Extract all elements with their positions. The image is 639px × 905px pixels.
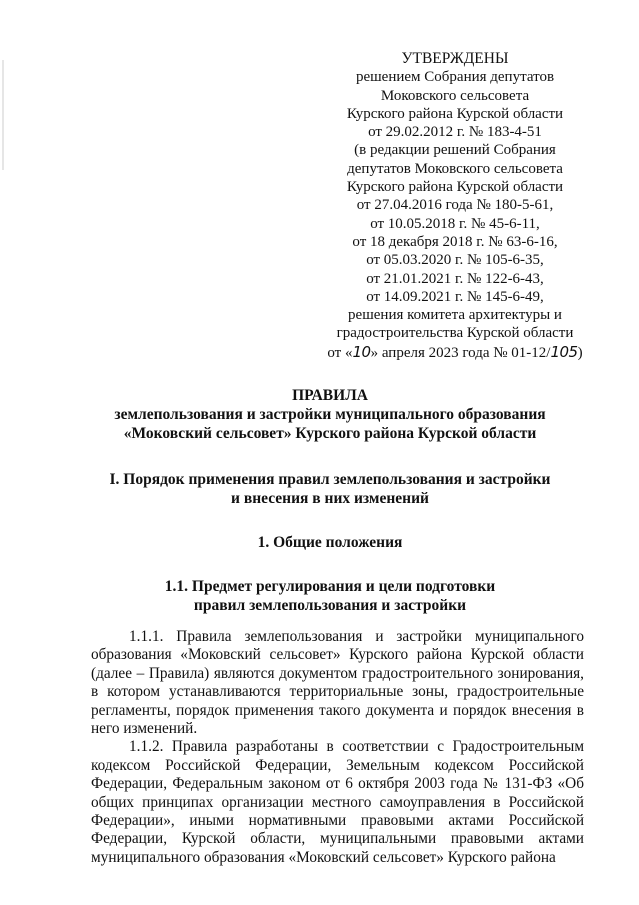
approval-line: от 21.01.2021 г. № 122-6-43, bbox=[366, 270, 544, 287]
section-heading-line: и внесения в них изменений bbox=[231, 490, 429, 507]
paragraph-heading-line: 1.1. Предмет регулирования и цели подготовки bbox=[164, 578, 496, 595]
subsection-heading bbox=[80, 533, 580, 552]
document-title bbox=[80, 386, 580, 443]
approval-line: Моковского сельсовета bbox=[380, 87, 530, 104]
approval-line: (в редакции решений Собрания bbox=[354, 142, 556, 159]
approval-line: от 27.04.2016 года № 180-5-61, bbox=[356, 197, 554, 214]
scan-margin-mark bbox=[2, 60, 4, 170]
approval-date-middle: » апреля 2023 года № 01-12/ bbox=[370, 344, 551, 361]
approval-line: градостроительства Курской области bbox=[336, 325, 574, 342]
subsection-heading-line: 1. Общие положения bbox=[257, 534, 403, 551]
approval-last-line bbox=[300, 343, 610, 362]
approval-date-prefix: от « bbox=[327, 344, 353, 361]
approval-line: Курского района Курской области bbox=[346, 179, 564, 196]
document-title-line: землепользования и застройки муниципального образования bbox=[114, 406, 546, 423]
section-heading bbox=[80, 470, 580, 508]
body-text bbox=[91, 628, 584, 867]
paragraph: 1.1.1. Правила землепользования и застройки муниципального образования «Моковский сельсовет» Курского района Курской области (далее – Правила) являются документом градостроительного зонирования, в котором устанавливаются территориальные зоны, градостроительные регламенты, порядок применения такого документа и порядок внесения в него изменений. bbox=[91, 628, 584, 738]
handwritten-number: 105 bbox=[550, 342, 578, 361]
approval-line: решения комитета архитектуры и bbox=[348, 307, 562, 324]
approval-line: Курского района Курской области bbox=[346, 105, 564, 122]
section-heading-line: I. Порядок применения правил землепользования и застройки bbox=[109, 471, 551, 488]
approval-line: от 05.03.2020 г. № 105-6-35, bbox=[366, 252, 544, 269]
approval-date-suffix: ) bbox=[577, 344, 583, 361]
document-title-line: «Моковский сельсовет» Курского района Курской области bbox=[123, 425, 537, 442]
approval-line: депутатов Моковского сельсовета bbox=[347, 160, 563, 177]
approval-line: от 29.02.2012 г. № 183-4-51 bbox=[368, 124, 542, 141]
approval-line: решением Собрания депутатов bbox=[355, 69, 555, 86]
handwritten-day: 10 bbox=[352, 342, 371, 361]
paragraph-heading-line: правил землепользования и застройки bbox=[193, 597, 467, 614]
approval-line: от 18 декабря 2018 г. № 63-6-16, bbox=[352, 233, 558, 250]
approval-stamp bbox=[300, 50, 610, 362]
approval-title: УТВЕРЖДЕНЫ bbox=[401, 50, 509, 67]
approval-line: от 10.05.2018 г. № 45-6-11, bbox=[370, 215, 540, 232]
approval-line: от 14.09.2021 г. № 145-6-49, bbox=[366, 288, 544, 305]
paragraph-heading bbox=[80, 577, 580, 615]
paragraph: 1.1.2. Правила разработаны в соответствии с Градостроительным кодексом Российской Федерации, Земельным кодексом Российской Федерации, Федеральным законом от 6 октября 2003 года № 131-ФЗ «Об общих принципах организации местного самоуправления в Российской Федерации», иными нормативными правовыми актами Российской Федерации, Курской области, муниципальными правовыми актами муниципального образования «Моковский сельсовет» Курского района bbox=[91, 738, 584, 866]
document-title-line: ПРАВИЛА bbox=[292, 387, 368, 404]
